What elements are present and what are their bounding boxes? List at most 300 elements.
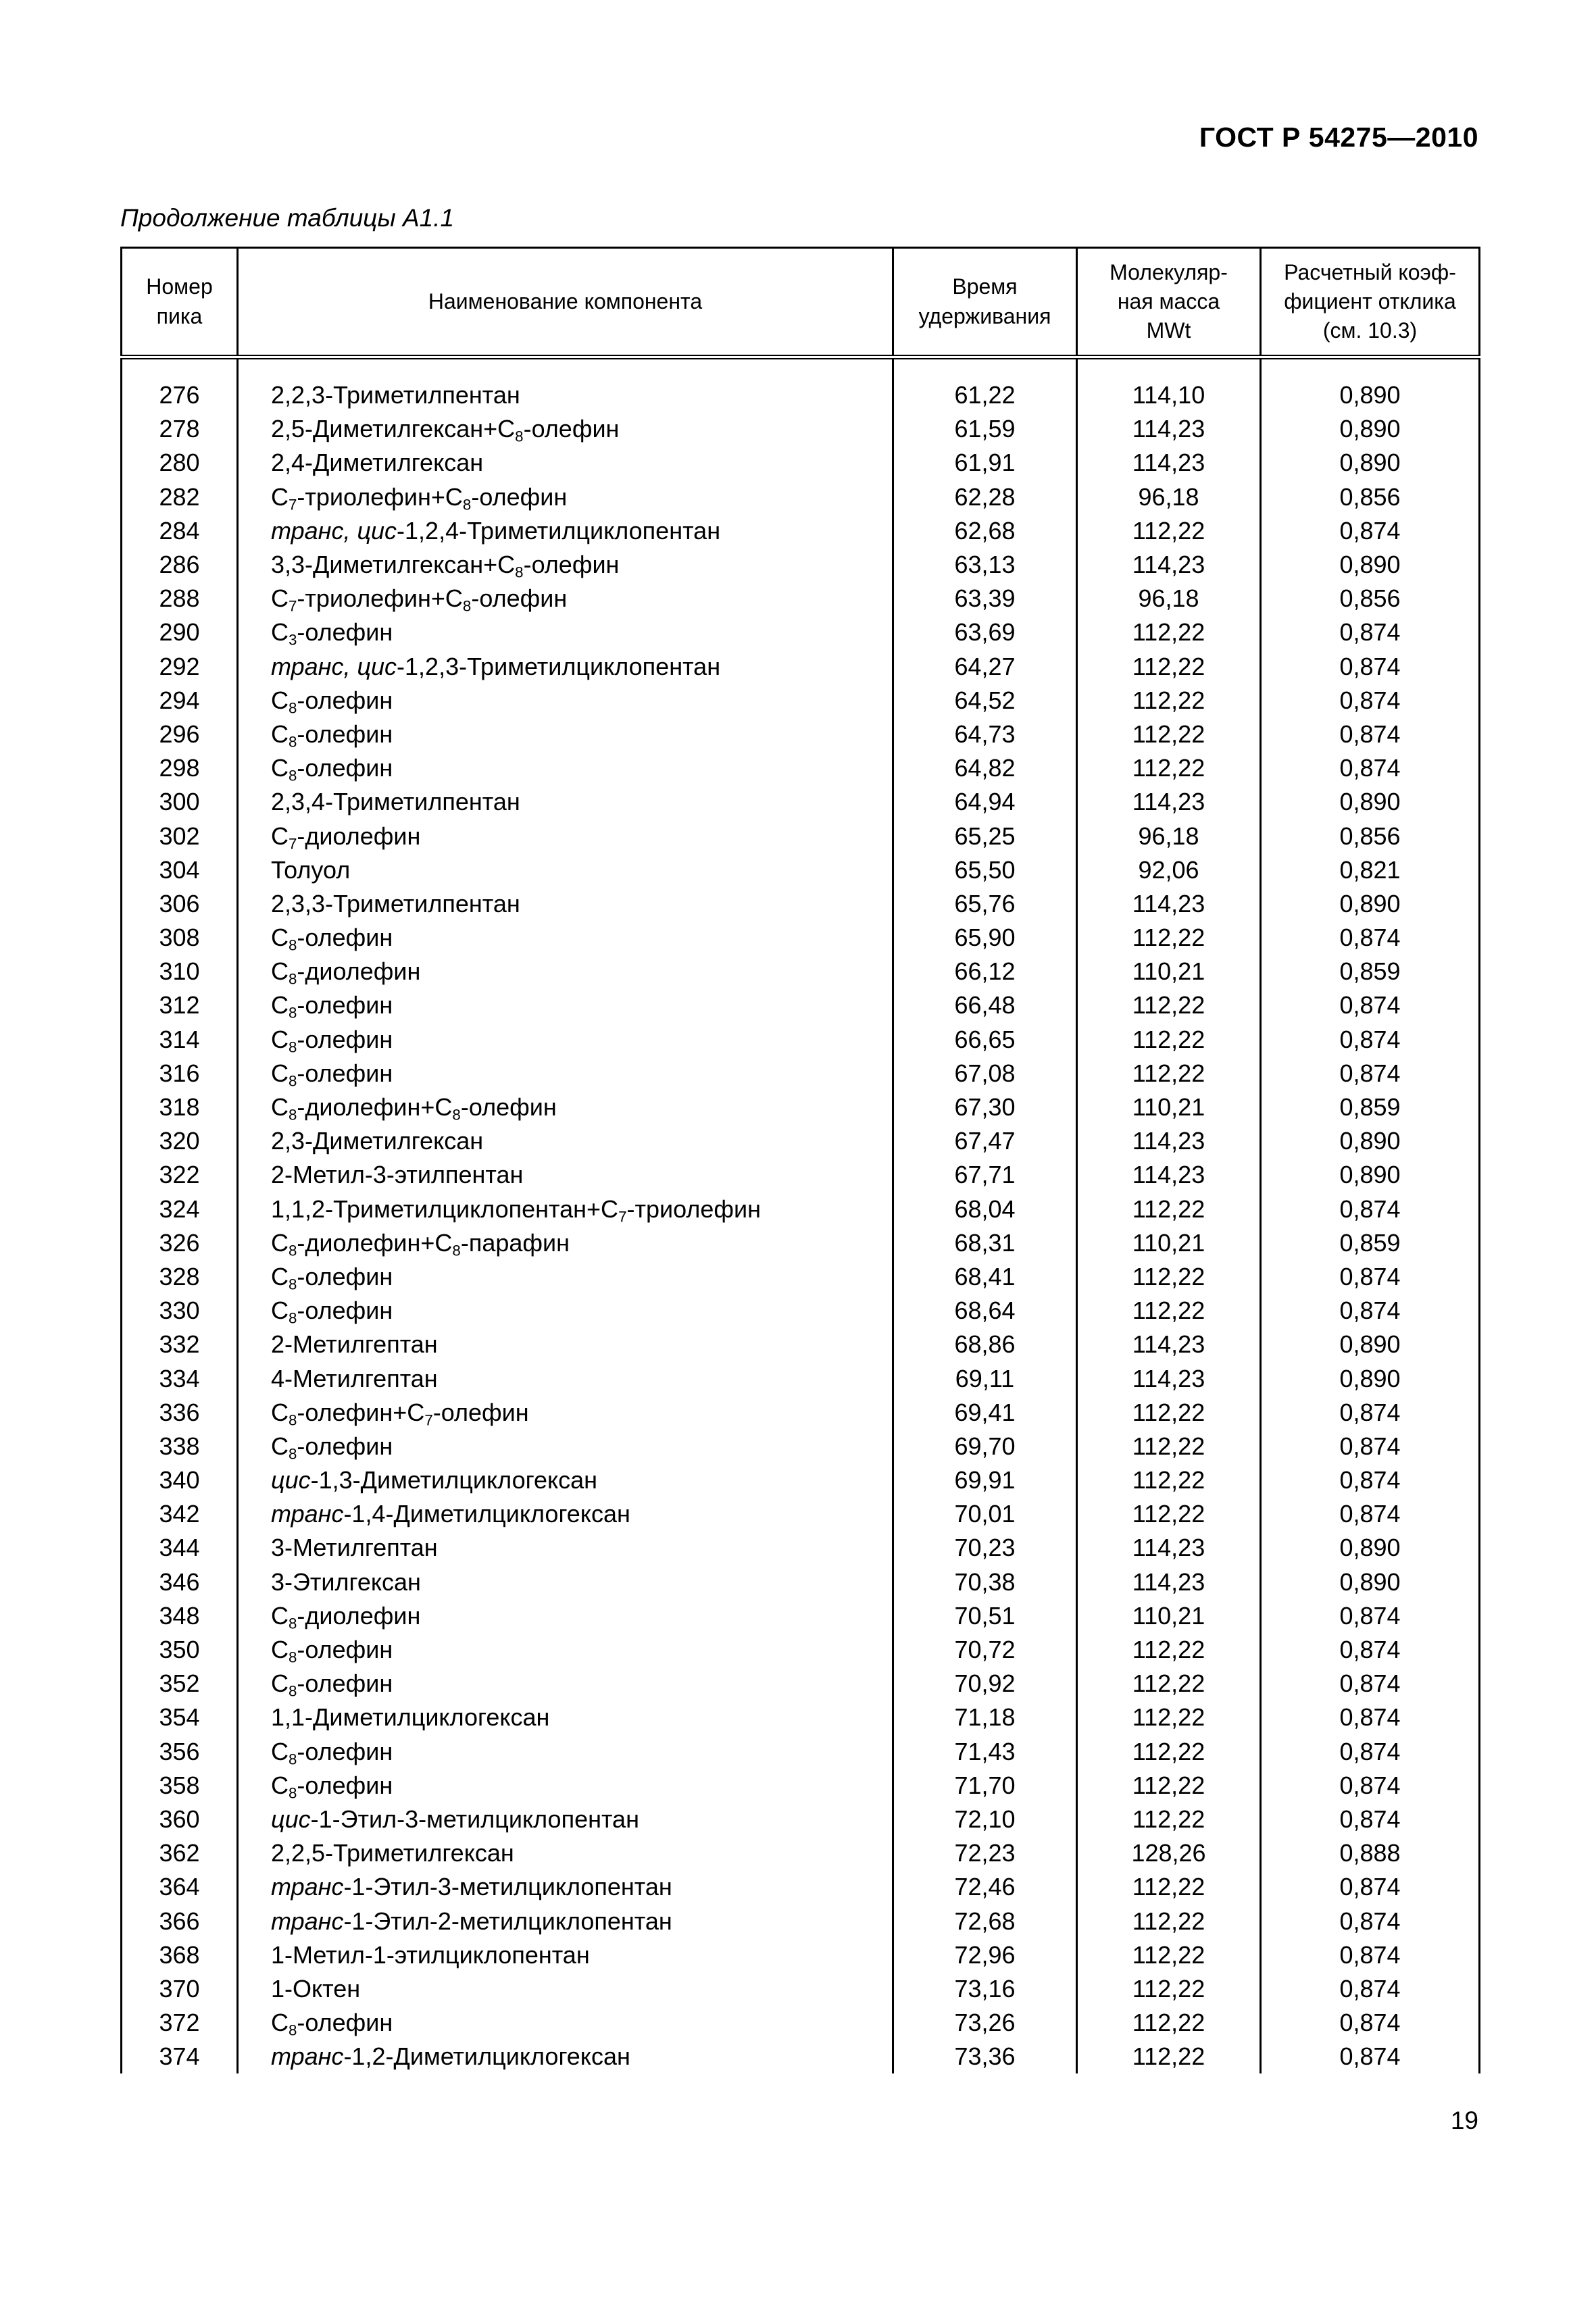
table-row (122, 1192, 1480, 1226)
molecular-mass-cell: 112,22 (1077, 1463, 1261, 1497)
name-segment: -олефин (297, 1669, 393, 1698)
component-name-cell (238, 887, 893, 921)
name-subscript: 8 (462, 496, 472, 513)
peak-number-cell: 288 (122, 582, 238, 615)
name-subscript: 8 (289, 1038, 297, 1056)
peak-number-cell: 318 (122, 1090, 238, 1124)
table-row (122, 1938, 1480, 1972)
table-row (122, 853, 1480, 887)
response-factor-cell: 0,874 (1261, 1972, 1480, 2006)
peak-number-cell: 348 (122, 1599, 238, 1633)
retention-time-cell: 73,16 (893, 1972, 1077, 2006)
retention-time-cell: 70,72 (893, 1633, 1077, 1667)
peak-number-cell: 310 (122, 955, 238, 988)
retention-time-cell: 61,59 (893, 412, 1077, 446)
name-segment: С (271, 1262, 289, 1290)
name-subscript: 8 (289, 1751, 297, 1768)
retention-time-cell: 73,26 (893, 2006, 1077, 2040)
header-spacer-row (122, 357, 1480, 379)
component-name-cell (238, 1531, 893, 1565)
peak-number-cell: 346 (122, 1565, 238, 1599)
molecular-mass-cell: 112,22 (1077, 1192, 1261, 1226)
name-subscript: 8 (515, 428, 524, 445)
component-name-cell (238, 446, 893, 480)
component-name-cell (238, 514, 893, 548)
table-row (122, 921, 1480, 955)
response-factor-cell: 0,890 (1261, 1531, 1480, 1565)
name-segment: транс (271, 2042, 344, 2071)
table-row (122, 480, 1480, 514)
retention-time-cell: 66,65 (893, 1023, 1077, 1057)
name-segment: -1-Этил-2-метилциклопентан (343, 1907, 672, 1935)
response-factor-cell: 0,874 (1261, 1430, 1480, 1463)
retention-time-cell: 70,51 (893, 1599, 1077, 1633)
response-factor-cell: 0,890 (1261, 1124, 1480, 1158)
molecular-mass-cell: 92,06 (1077, 853, 1261, 887)
table-row (122, 650, 1480, 684)
response-factor-cell: 0,874 (1261, 1599, 1480, 1633)
response-factor-cell: 0,874 (1261, 751, 1480, 785)
name-segment: 2,3-Диметилгексан (271, 1127, 484, 1155)
response-factor-cell: 0,874 (1261, 2006, 1480, 2040)
name-segment: -диолефин+С (297, 1093, 453, 1122)
header-line: Номер (146, 274, 213, 299)
name-segment: -олефин (297, 2009, 393, 2037)
table-row (122, 1497, 1480, 1531)
name-segment: -диолефин (297, 957, 421, 986)
response-factor-cell: 0,856 (1261, 819, 1480, 853)
response-factor-cell: 0,874 (1261, 1667, 1480, 1701)
name-segment: -триолефин+С (297, 584, 463, 613)
molecular-mass-cell: 96,18 (1077, 480, 1261, 514)
retention-time-cell: 65,90 (893, 921, 1077, 955)
retention-time-cell: 63,13 (893, 548, 1077, 582)
peak-number-cell: 280 (122, 446, 238, 480)
response-factor-cell: 0,874 (1261, 684, 1480, 718)
molecular-mass-cell: 112,22 (1077, 1870, 1261, 1904)
molecular-mass-cell: 112,22 (1077, 988, 1261, 1022)
peak-number-cell: 316 (122, 1057, 238, 1090)
name-subscript: 8 (289, 1106, 297, 1124)
retention-time-cell: 64,73 (893, 718, 1077, 751)
response-factor-cell: 0,874 (1261, 1057, 1480, 1090)
header-line: фициент отклика (1284, 288, 1456, 313)
peak-number-cell: 372 (122, 2006, 238, 2040)
document-code: ГОСТ Р 54275—2010 (1199, 122, 1478, 153)
name-segment: 1,1-Диметилциклогексан (271, 1703, 550, 1732)
name-subscript: 8 (289, 1276, 297, 1293)
name-segment: -олефин (297, 924, 393, 952)
retention-time-cell: 65,76 (893, 887, 1077, 921)
peak-number-cell: 362 (122, 1836, 238, 1870)
name-segment: -олефин (297, 754, 393, 782)
header-line: Время (952, 274, 1018, 299)
molecular-mass-cell: 114,23 (1077, 1361, 1261, 1395)
retention-time-cell: 69,70 (893, 1430, 1077, 1463)
molecular-mass-cell: 112,22 (1077, 1803, 1261, 1836)
name-segment: 2,2,5-Триметилгексан (271, 1839, 514, 1867)
name-segment: С (271, 2009, 289, 2037)
name-segment: -олефин (471, 584, 568, 613)
component-name-cell (238, 1090, 893, 1124)
component-name-cell (238, 1226, 893, 1260)
retention-time-cell: 72,96 (893, 1938, 1077, 1972)
response-factor-cell: 0,874 (1261, 1938, 1480, 1972)
retention-time-cell: 62,68 (893, 514, 1077, 548)
table-row (122, 955, 1480, 988)
name-segment: Толуол (271, 855, 351, 884)
response-factor-cell: 0,890 (1261, 378, 1480, 412)
molecular-mass-cell: 112,22 (1077, 1396, 1261, 1430)
name-segment: С (271, 1398, 289, 1426)
retention-time-cell: 68,04 (893, 1192, 1077, 1226)
peak-number-cell: 368 (122, 1938, 238, 1972)
molecular-mass-cell: 114,23 (1077, 1124, 1261, 1158)
response-factor-cell: 0,874 (1261, 1023, 1480, 1057)
component-name-cell (238, 1396, 893, 1430)
response-factor-cell: 0,874 (1261, 1192, 1480, 1226)
name-subscript: 8 (289, 767, 297, 784)
name-segment: С (271, 957, 289, 986)
molecular-mass-cell: 112,22 (1077, 751, 1261, 785)
name-segment: С (271, 584, 289, 613)
name-segment: -олефин (297, 1297, 393, 1325)
retention-time-cell: 71,70 (893, 1769, 1077, 1803)
retention-time-cell: 66,48 (893, 988, 1077, 1022)
component-name-cell (238, 480, 893, 514)
molecular-mass-cell: 112,22 (1077, 615, 1261, 649)
name-segment: -1,2-Диметилциклогексан (343, 2042, 630, 2071)
retention-time-cell: 64,52 (893, 684, 1077, 718)
name-segment: транс (271, 1500, 344, 1528)
name-segment: -олефин (297, 1025, 393, 1053)
name-subscript: 8 (289, 1615, 297, 1632)
table-row (122, 378, 1480, 412)
component-name-cell (238, 548, 893, 582)
component-name-cell (238, 2006, 893, 2040)
peak-number-cell: 296 (122, 718, 238, 751)
response-factor-cell: 0,874 (1261, 1701, 1480, 1734)
name-segment: 1,1,2-Триметилциклопентан+С (271, 1194, 619, 1223)
molecular-mass-cell: 110,21 (1077, 955, 1261, 988)
response-factor-cell: 0,890 (1261, 785, 1480, 819)
name-subscript: 7 (289, 835, 297, 853)
name-segment: 2,4-Диметилгексан (271, 449, 484, 477)
retention-time-cell: 61,91 (893, 446, 1077, 480)
table-row (122, 1904, 1480, 1938)
molecular-mass-cell: 112,22 (1077, 1735, 1261, 1769)
response-factor-cell: 0,874 (1261, 650, 1480, 684)
component-name-cell (238, 1599, 893, 1633)
retention-time-cell: 69,91 (893, 1463, 1077, 1497)
name-segment: С (271, 1669, 289, 1698)
name-segment: С (271, 1601, 289, 1630)
table-row (122, 1158, 1480, 1192)
name-segment: транс, цис (271, 652, 397, 680)
peak-number-cell: 300 (122, 785, 238, 819)
molecular-mass-cell: 112,22 (1077, 1057, 1261, 1090)
response-factor-cell: 0,874 (1261, 1260, 1480, 1294)
name-subscript: 8 (289, 699, 297, 717)
component-name-cell (238, 921, 893, 955)
molecular-mass-cell: 112,22 (1077, 1260, 1261, 1294)
col-component-name-header (238, 248, 893, 357)
name-segment: -1,3-Диметилциклогексан (310, 1466, 598, 1494)
peak-number-cell: 336 (122, 1396, 238, 1430)
component-name-cell (238, 684, 893, 718)
component-name-cell (238, 1701, 893, 1734)
header-line: MWt (1146, 318, 1191, 343)
table-header (122, 248, 1480, 357)
molecular-mass-cell: 112,22 (1077, 514, 1261, 548)
component-name-cell (238, 1667, 893, 1701)
component-name-cell (238, 1904, 893, 1938)
name-segment: 1-Октен (271, 1974, 361, 2003)
molecular-mass-cell: 110,21 (1077, 1599, 1261, 1633)
table-row (122, 1328, 1480, 1361)
peak-number-cell: 358 (122, 1769, 238, 1803)
peak-number-cell: 364 (122, 1870, 238, 1904)
peak-number-cell: 344 (122, 1531, 238, 1565)
name-segment: -олефин (432, 1398, 529, 1426)
name-subscript: 8 (289, 936, 297, 954)
table-row (122, 1124, 1480, 1158)
name-segment: -олефин (297, 1636, 393, 1664)
molecular-mass-cell: 112,22 (1077, 1667, 1261, 1701)
response-factor-cell: 0,874 (1261, 1497, 1480, 1531)
component-name-cell (238, 1633, 893, 1667)
name-segment: -олефин (297, 1059, 393, 1087)
retention-time-cell: 61,22 (893, 378, 1077, 412)
molecular-mass-cell: 112,22 (1077, 2040, 1261, 2073)
name-segment: 3-Этилгексан (271, 1567, 421, 1596)
name-segment: -диолефин (297, 822, 421, 850)
component-name-cell (238, 1497, 893, 1531)
molecular-mass-cell: 114,23 (1077, 446, 1261, 480)
table-row (122, 1057, 1480, 1090)
peak-number-cell: 278 (122, 412, 238, 446)
response-factor-cell: 0,874 (1261, 988, 1480, 1022)
retention-time-cell: 64,27 (893, 650, 1077, 684)
molecular-mass-cell: 112,22 (1077, 1938, 1261, 1972)
response-factor-cell: 0,874 (1261, 921, 1480, 955)
name-segment: 2,2,3-Триметилпентан (271, 381, 520, 409)
table-row (122, 1836, 1480, 1870)
name-subscript: 7 (424, 1411, 433, 1429)
component-name-cell (238, 751, 893, 785)
name-segment: -олефин (297, 720, 393, 748)
peak-number-cell: 298 (122, 751, 238, 785)
name-segment: 4-Метилгептан (271, 1364, 438, 1392)
col-peak-number-header (122, 248, 238, 357)
table-row (122, 1396, 1480, 1430)
col-molecular-mass-header (1077, 248, 1261, 357)
peak-number-cell: 282 (122, 480, 238, 514)
peak-number-cell: 374 (122, 2040, 238, 2073)
response-factor-cell: 0,821 (1261, 853, 1480, 887)
component-name-cell (238, 785, 893, 819)
name-segment: -олефин+С (297, 1398, 425, 1426)
peak-number-cell: 308 (122, 921, 238, 955)
table-row (122, 2040, 1480, 2073)
response-factor-cell: 0,856 (1261, 582, 1480, 615)
retention-time-cell: 68,41 (893, 1260, 1077, 1294)
molecular-mass-cell: 112,22 (1077, 921, 1261, 955)
name-segment: -олефин (471, 482, 568, 511)
peak-number-cell: 314 (122, 1023, 238, 1057)
response-factor-cell: 0,874 (1261, 1463, 1480, 1497)
retention-time-cell: 67,08 (893, 1057, 1077, 1090)
name-segment: С (271, 991, 289, 1020)
name-segment: -1-Этил-3-метилциклопентан (310, 1805, 639, 1833)
name-subscript: 8 (289, 1242, 297, 1259)
peak-number-cell: 354 (122, 1701, 238, 1734)
component-name-cell (238, 1158, 893, 1192)
table-row (122, 582, 1480, 615)
peak-number-cell: 304 (122, 853, 238, 887)
table-row (122, 1463, 1480, 1497)
header-line: (см. 10.3) (1322, 318, 1418, 343)
col-response-factor-header (1261, 248, 1480, 357)
name-segment: 2,3,3-Триметилпентан (271, 889, 520, 917)
data-table (120, 247, 1480, 2073)
component-name-cell (238, 1260, 893, 1294)
retention-time-cell: 68,86 (893, 1328, 1077, 1361)
component-name-cell (238, 1192, 893, 1226)
retention-time-cell: 66,12 (893, 955, 1077, 988)
header-row (122, 248, 1480, 357)
name-subscript: 7 (289, 597, 297, 615)
molecular-mass-cell: 96,18 (1077, 582, 1261, 615)
name-segment: С (271, 1432, 289, 1460)
component-name-cell (238, 1836, 893, 1870)
component-name-cell (238, 1870, 893, 1904)
peak-number-cell: 326 (122, 1226, 238, 1260)
table-row (122, 1667, 1480, 1701)
retention-time-cell: 63,69 (893, 615, 1077, 649)
component-name-cell (238, 1057, 893, 1090)
response-factor-cell: 0,874 (1261, 718, 1480, 751)
name-segment: С (271, 924, 289, 952)
peak-number-cell: 332 (122, 1328, 238, 1361)
table-body (122, 357, 1480, 2074)
table-row (122, 1565, 1480, 1599)
table-row (122, 1972, 1480, 2006)
response-factor-cell: 0,890 (1261, 1158, 1480, 1192)
component-name-cell (238, 955, 893, 988)
table-row (122, 412, 1480, 446)
component-name-cell (238, 615, 893, 649)
name-segment: С (271, 754, 289, 782)
peak-number-cell: 292 (122, 650, 238, 684)
name-segment: -олефин (297, 1262, 393, 1290)
retention-time-cell: 72,68 (893, 1904, 1077, 1938)
molecular-mass-cell: 112,22 (1077, 684, 1261, 718)
table-row (122, 1294, 1480, 1328)
molecular-mass-cell: 114,10 (1077, 378, 1261, 412)
name-subscript: 8 (289, 1309, 297, 1327)
name-segment: цис (271, 1805, 311, 1833)
retention-time-cell: 71,43 (893, 1735, 1077, 1769)
name-subscript: 8 (462, 597, 472, 615)
name-subscript: 8 (289, 1072, 297, 1090)
molecular-mass-cell: 114,23 (1077, 1531, 1261, 1565)
name-segment: 2-Метил-3-этилпентан (271, 1161, 524, 1189)
molecular-mass-cell: 128,26 (1077, 1836, 1261, 1870)
peak-number-cell: 340 (122, 1463, 238, 1497)
molecular-mass-cell: 112,22 (1077, 1294, 1261, 1328)
name-segment: С (271, 822, 289, 850)
retention-time-cell: 69,41 (893, 1396, 1077, 1430)
retention-time-cell: 63,39 (893, 582, 1077, 615)
molecular-mass-cell: 112,22 (1077, 1972, 1261, 2006)
molecular-mass-cell: 110,21 (1077, 1090, 1261, 1124)
retention-time-cell: 62,28 (893, 480, 1077, 514)
response-factor-cell: 0,874 (1261, 1769, 1480, 1803)
molecular-mass-cell: 114,23 (1077, 1565, 1261, 1599)
molecular-mass-cell: 112,22 (1077, 1497, 1261, 1531)
response-factor-cell: 0,874 (1261, 1294, 1480, 1328)
name-subscript: 8 (289, 1649, 297, 1666)
header-line: Молекуляр- (1109, 259, 1228, 284)
component-name-cell (238, 853, 893, 887)
name-subscript: 8 (289, 1784, 297, 1802)
component-name-cell (238, 378, 893, 412)
name-segment: 2-Метилгептан (271, 1330, 438, 1359)
retention-time-cell: 67,47 (893, 1124, 1077, 1158)
table-row (122, 1023, 1480, 1057)
table-row (122, 718, 1480, 751)
name-segment: -1-Этил-3-метилциклопентан (343, 1873, 672, 1901)
name-segment: -олефин (297, 1771, 393, 1799)
retention-time-cell: 70,01 (893, 1497, 1077, 1531)
peak-number-cell: 302 (122, 819, 238, 853)
table-row (122, 988, 1480, 1022)
name-subscript: 8 (289, 2021, 297, 2039)
response-factor-cell: 0,890 (1261, 1565, 1480, 1599)
peak-number-cell: 330 (122, 1294, 238, 1328)
table-row (122, 1870, 1480, 1904)
name-segment: -олефин (297, 618, 393, 647)
components-table (120, 247, 1478, 2079)
response-factor-cell: 0,874 (1261, 2040, 1480, 2073)
table-row (122, 1531, 1480, 1565)
name-subscript: 8 (515, 563, 524, 581)
header-line: пика (156, 303, 203, 328)
component-name-cell (238, 1769, 893, 1803)
table-row (122, 615, 1480, 649)
name-segment: С (271, 720, 289, 748)
component-name-cell (238, 1803, 893, 1836)
name-segment: С (271, 618, 289, 647)
table-row (122, 887, 1480, 921)
name-segment: -диолефин+С (297, 1228, 453, 1257)
retention-time-cell: 68,64 (893, 1294, 1077, 1328)
component-name-cell (238, 1735, 893, 1769)
name-segment: -парафин (460, 1228, 570, 1257)
molecular-mass-cell: 114,23 (1077, 548, 1261, 582)
name-segment: -олефин (297, 1737, 393, 1765)
table-row (122, 2006, 1480, 2040)
molecular-mass-cell: 112,22 (1077, 1023, 1261, 1057)
retention-time-cell: 67,71 (893, 1158, 1077, 1192)
retention-time-cell: 70,23 (893, 1531, 1077, 1565)
molecular-mass-cell: 114,23 (1077, 1328, 1261, 1361)
peak-number-cell: 366 (122, 1904, 238, 1938)
name-segment: цис (271, 1466, 311, 1494)
name-subscript: 8 (289, 970, 297, 988)
table-row (122, 1701, 1480, 1734)
